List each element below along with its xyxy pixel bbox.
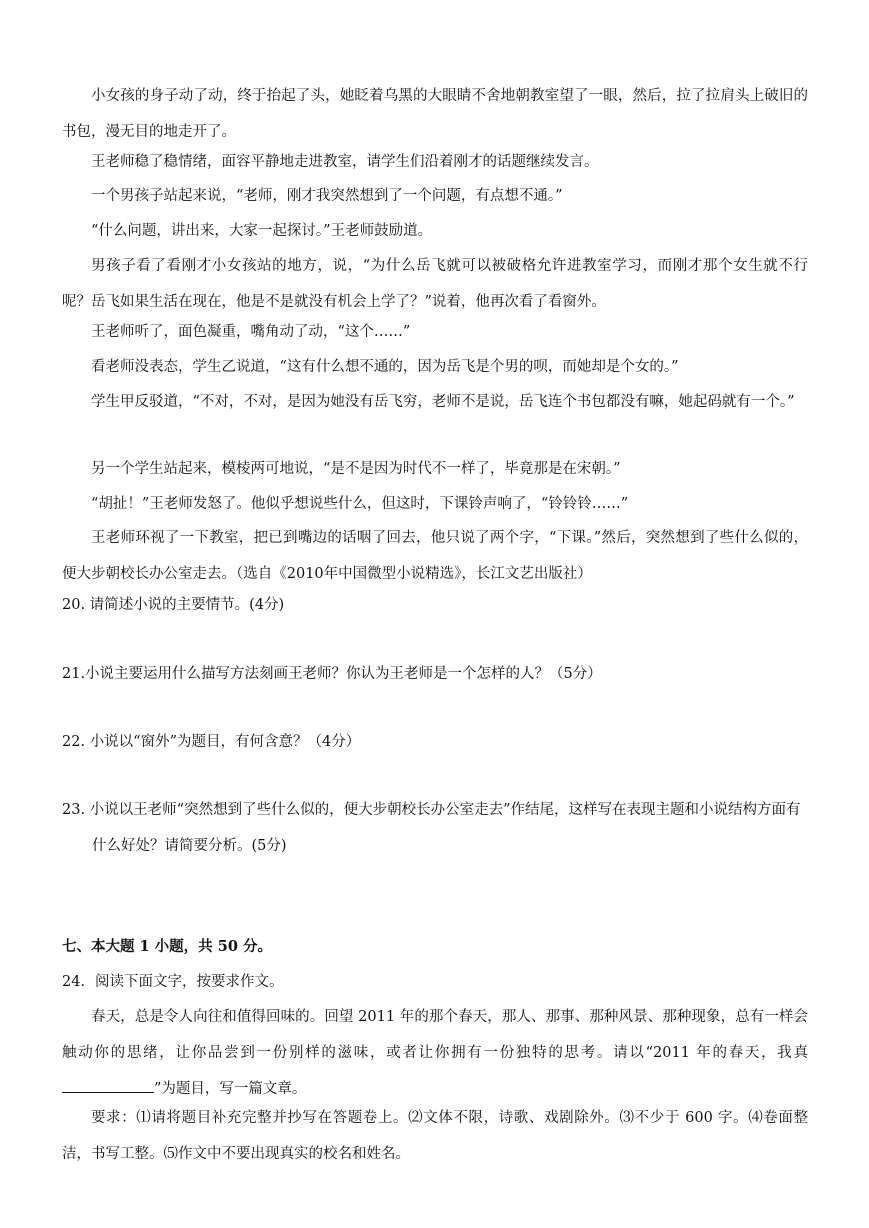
story-paragraph-5: 男孩子看了看刚才小女孩站的地方，说，“为什么岳飞就可以被破格允许进教室学习，而刚才那个女生就不行呢？岳飞如果生活在现在，他是不是就没有机会上学了？”说着，他再次看了看窗外。: [62, 258, 808, 310]
question-21: 21.小说主要运用什么描写方法刻画王老师？你认为王老师是一个怎样的人？（5分）: [62, 666, 602, 682]
question-23: 23. 小说以王老师“突然想到了些什么似的，便大步朝校长办公室走去”作结尾，这样写在表现主题和小说结构方面有什么好处？请简要分析。(5分): [62, 802, 801, 854]
story-paragraph-8: 学生甲反驳道，“不对，不对，是因为她没有岳飞穷，老师不是说，岳飞连个书包都没有嘛，她起码就有一个。”: [91, 394, 795, 410]
story-paragraph-2: 王老师稳了稳情绪，面容平静地走进教室，请学生们沿着刚才的话题继续发言。: [91, 154, 599, 170]
essay-prompt-end: ”为题目，写一篇文章。: [154, 1081, 307, 1097]
story-paragraph-1: 小女孩的身子动了动，终于抬起了头，她眨着乌黑的大眼睛不舍地朝教室望了一眼，然后，拉了拉肩头上破旧的书包，漫无目的地走开了。: [62, 88, 808, 140]
title-blank-line: [62, 1078, 154, 1093]
essay-prompt: [62, 999, 808, 1107]
essay-prompt-text: 春天，总是令人向往和值得回味的。回望 2011 年的那个春天，那人、那事、那种风景、那种现象，总有一样会触动你的思绪，让你品尝到一份别样的滋味，或者让你拥有一份独特的思考。请以“2011 年的春天，我真: [62, 1009, 808, 1061]
story-paragraph-10: “胡扯！”王老师发怒了。他似乎想说些什么，但这时，下课铃声响了，“铃铃铃……”: [91, 496, 629, 512]
question-20: 20. 请简述小说的主要情节。(4分): [62, 597, 285, 613]
question-22: 22. 小说以“窗外”为题目，有何含意？（4分）: [62, 734, 361, 750]
story-paragraph-4: “什么问题，讲出来，大家一起探讨。”王老师鼓励道。: [91, 223, 433, 239]
section-7-title: 七、本大题 1 小题，共 50 分。: [62, 938, 272, 955]
essay-requirements: 要求：⑴请将题目补充完整并抄写在答题卷上。⑵文体不限，诗歌、戏剧除外。⑶不少于 600 字。⑷卷面整洁，书写工整。⑸作文中不要出现真实的校名和姓名。: [62, 1110, 808, 1162]
question-24: 24．阅读下面文字，按要求作文。: [62, 974, 284, 990]
story-paragraph-11: 王老师环视了一下教室，把已到嘴边的话咽了回去，他只说了两个字，“下课。”然后，突然想到了些什么似的，便大步朝校长办公室走去。（选自《2010年中国微型小说精选》，长江文艺出版社）: [62, 530, 808, 582]
story-paragraph-3: 一个男孩子站起来说，“老师，刚才我突然想到了一个问题，有点想不通。”: [91, 188, 563, 204]
story-paragraph-7: 看老师没表态，学生乙说道，“这有什么想不通的，因为岳飞是个男的呗，而她却是个女的。”: [91, 359, 679, 375]
story-paragraph-9: 另一个学生站起来，模棱两可地说，“是不是因为时代不一样了，毕竟那是在宋朝。”: [91, 461, 621, 477]
story-paragraph-6: 王老师听了，面色凝重，嘴角动了动，“这个……”: [91, 324, 411, 340]
